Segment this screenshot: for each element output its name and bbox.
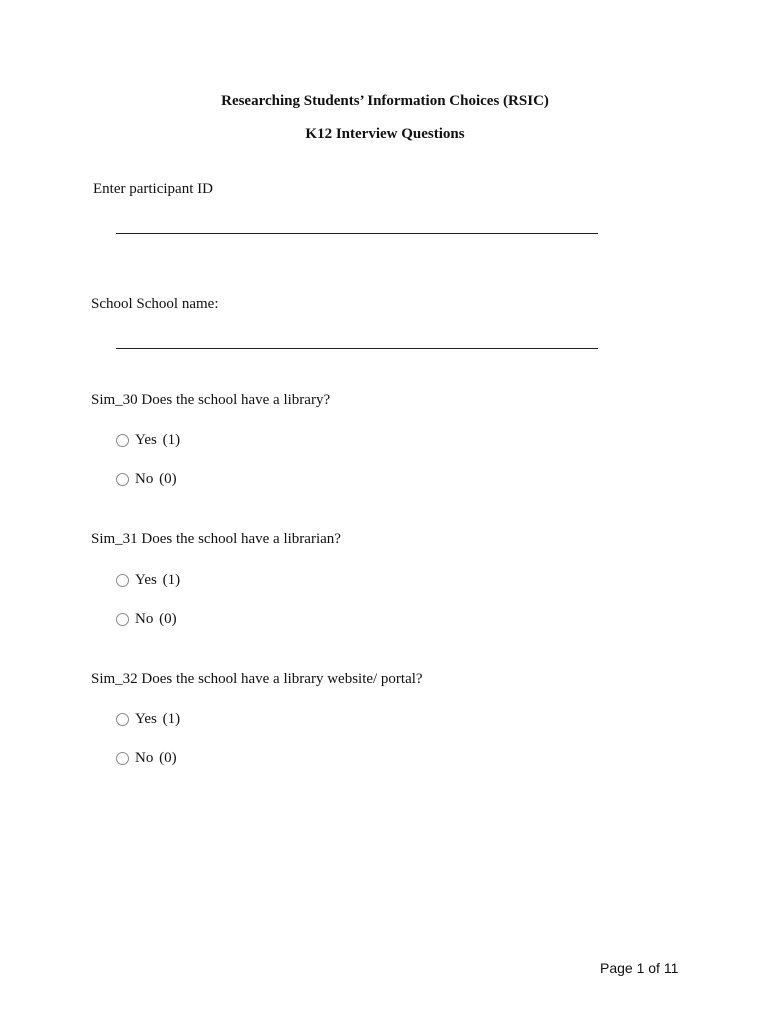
radio-circle-icon[interactable] (116, 713, 129, 726)
radio-circle-icon[interactable] (116, 752, 129, 765)
question-sim32-label: Sim_32 Does the school have a library website/ portal? (91, 671, 423, 687)
radio-option-sim30-no[interactable] (116, 470, 177, 488)
radio-circle-icon[interactable] (116, 473, 129, 486)
question-sim31-label: Sim_31 Does the school have a librarian? (91, 531, 341, 547)
radio-circle-icon[interactable] (116, 613, 129, 626)
participant-id-field[interactable] (116, 233, 598, 234)
radio-option-sim32-yes[interactable] (116, 710, 180, 728)
radio-option-label: No (0) (135, 749, 177, 766)
radio-option-label: Yes (1) (135, 571, 181, 588)
radio-option-sim31-yes[interactable] (116, 571, 180, 589)
document-subtitle: K12 Interview Questions (305, 126, 465, 142)
radio-option-sim30-yes[interactable] (116, 431, 180, 449)
radio-option-label: Yes (1) (135, 431, 181, 448)
radio-option-sim31-no[interactable] (116, 610, 177, 628)
page-number: Page 1 of 11 (600, 960, 679, 976)
radio-option-label: No (0) (135, 470, 177, 487)
radio-option-sim32-no[interactable] (116, 749, 177, 767)
school-name-field[interactable] (116, 348, 598, 349)
document-title: Researching Students’ Information Choices (RSIC) (221, 93, 549, 109)
participant-id-label: Enter participant ID (93, 181, 213, 197)
radio-option-label: Yes (1) (135, 710, 181, 727)
radio-circle-icon[interactable] (116, 574, 129, 587)
radio-circle-icon[interactable] (116, 434, 129, 447)
radio-option-label: No (0) (135, 610, 177, 627)
school-name-label: School School name: (91, 296, 219, 312)
question-sim30-label: Sim_30 Does the school have a library? (91, 392, 331, 408)
